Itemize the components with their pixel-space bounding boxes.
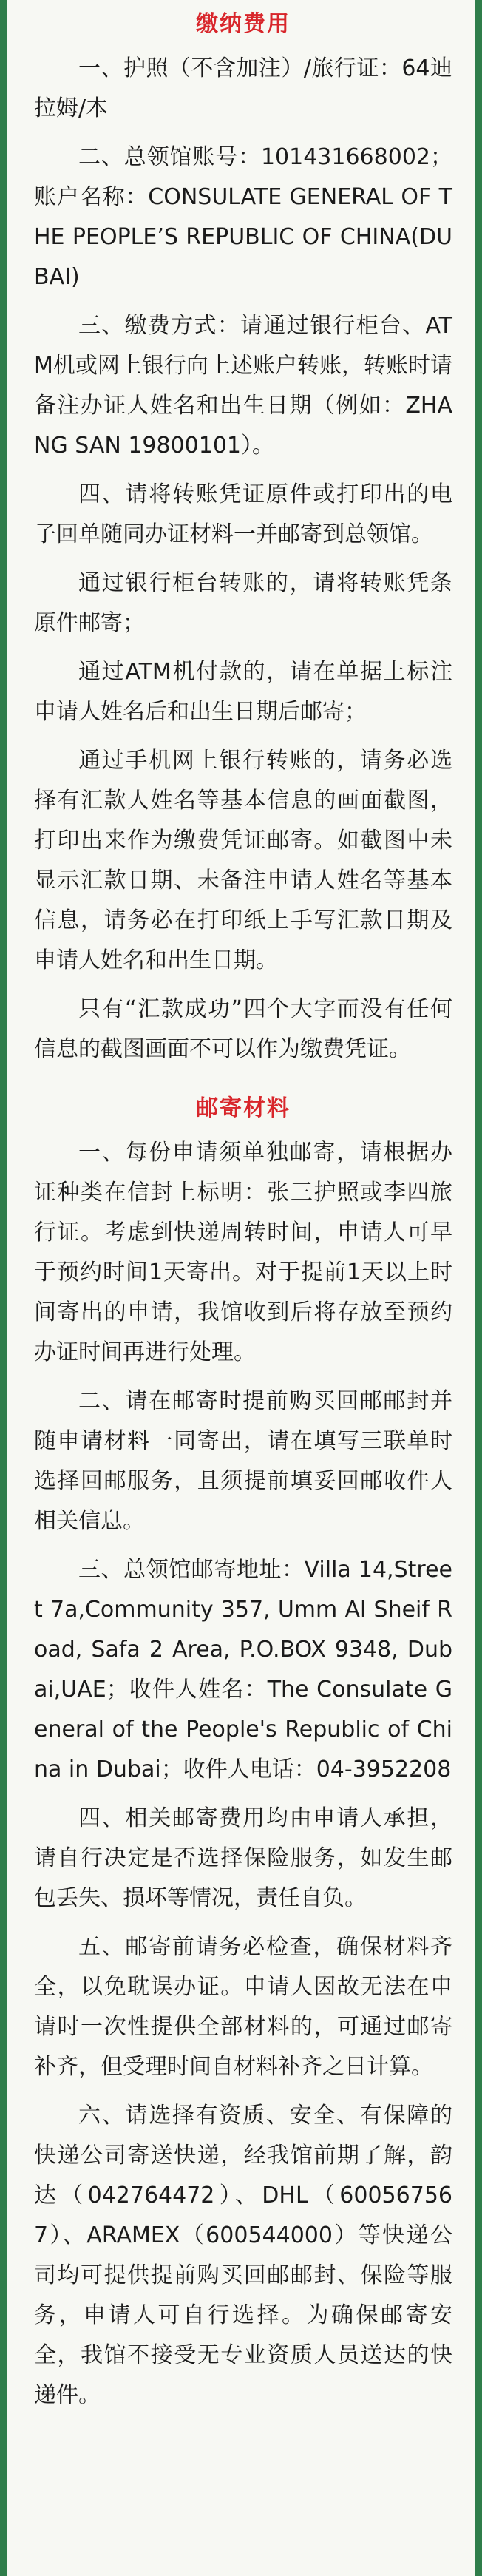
- mail-paragraph-2: 二、请在邮寄时提前购买回邮邮封并随申请材料一同寄出，请在填写三联单时选择回邮服务，且须提前填妥回邮收件人相关信息。: [34, 1388, 452, 1534]
- mail-paragraph-1: 一、每份申请须单独邮寄，请根据办证种类在信封上标明：张三护照或李四旅行证。考虑到快递周转时间，申请人可早于预约时间1天寄出。对于提前1天以上时间寄出的申请，我馆收到后将存放至预约办证时间再进行处理。: [34, 1140, 452, 1365]
- fee-paragraph-4: 四、请将转账凭证原件或打印出的电子回单随同办证材料一并邮寄到总领馆。: [34, 481, 452, 547]
- section-separator: [34, 1078, 452, 1084]
- fee-paragraph-3: 三、缴费方式：请通过银行柜台、ATM机或网上银行向上述账户转账，转账时请备注办证人姓名和出生日期（例如：ZHANG SAN 19800101）。: [34, 313, 452, 459]
- fee-paragraph-2: 二、总领馆账号：101431668002；账户名称：CONSULATE GENERAL OF THE PEOPLE’S REPUBLIC OF CHINA(DUBAI): [34, 144, 452, 290]
- mail-paragraph-4: 四、相关邮寄费用均由申请人承担，请自行决定是否选择保险服务，如发生邮包丢失、损坏等情况，责任自负。: [34, 1805, 452, 1911]
- fee-paragraph-6: 通过ATM机付款的，请在单据上标注申请人姓名后和出生日期后邮寄；: [34, 659, 452, 725]
- fee-section-title: 缴纳费用: [196, 11, 291, 37]
- mail-paragraph-3: 三、总领馆邮寄地址：Villa 14,Street 7a,Community 357, Umm Al Sheif Road, Safa 2 Area, P.O.BOX 9348, Dubai,UAE；收件人姓名：The Consulate General of the People's Republic of China in Dubai；收件人电话：04-3952208: [34, 1557, 452, 1782]
- fee-paragraph-5: 通过银行柜台转账的，请将转账凭条原件邮寄；: [34, 570, 452, 636]
- fee-paragraph-1: 一、护照（不含加注）/旅行证：64迪拉姆/本: [34, 55, 452, 121]
- fee-paragraph-8: 只有“汇款成功”四个大字而没有任何信息的截图画面不可以作为缴费凭证。: [34, 996, 452, 1062]
- fee-paragraph-7: 通过手机网上银行转账的，请务必选择有汇款人姓名等基本信息的画面截图，打印出来作为缴费凭证邮寄。如截图中未显示汇款日期、未备注申请人姓名等基本信息，请务必在打印纸上手写汇款日期及申请人姓名和出生日期。: [34, 748, 452, 973]
- mail-paragraph-6: 六、请选择有资质、安全、有保障的快递公司寄送快递，经我馆前期了解，韵达（042764472）、DHL（600567567）、ARAMEX（600544000）等快递公司均可提供提前购买回邮邮封、保险等服务，申请人可自行选择。为确保邮寄安全，我馆不接受无专业资质人员送达的快递件。: [34, 2103, 452, 2408]
- document-page: [7, 0, 475, 2576]
- mail-section-title: 邮寄材料: [196, 1095, 291, 1121]
- mail-paragraph-5: 五、邮寄前请务必检查，确保材料齐全，以免耽误办证。申请人因故无法在申请时一次性提供全部材料的，可通过邮寄补齐，但受理时间自材料补齐之日计算。: [34, 1934, 452, 2080]
